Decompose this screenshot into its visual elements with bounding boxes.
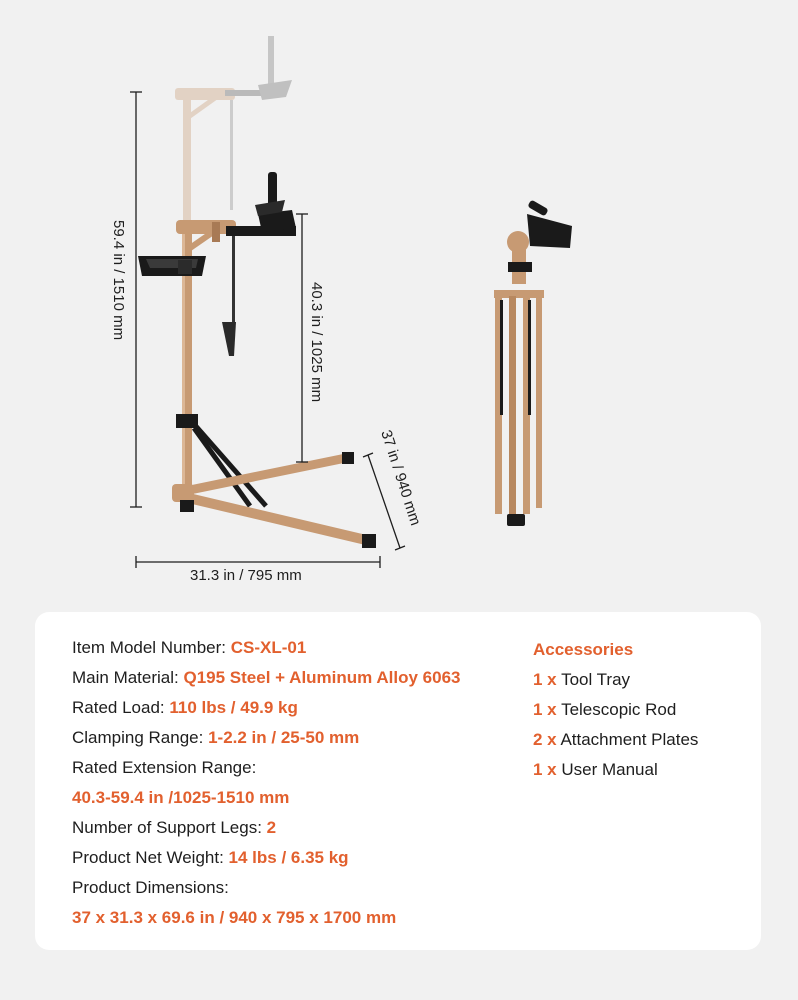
spec-weight-label: Product Net Weight: <box>72 848 229 867</box>
accessory-item: 2 x Attachment Plates <box>533 730 699 749</box>
spec-clamp <box>72 728 359 748</box>
width-label: 31.3 in / 795 mm <box>190 567 302 584</box>
spec-weight-value: 14 lbs / 6.35 kg <box>228 848 349 867</box>
dimension-lines <box>130 92 405 568</box>
spec-model-value: CS-XL-01 <box>230 638 307 657</box>
spec-load <box>72 698 298 718</box>
spec-material-label: Main Material: <box>72 668 184 687</box>
telescopic-rod <box>232 236 235 334</box>
spec-load-value: 110 lbs / 49.9 kg <box>169 698 298 717</box>
spec-legs <box>72 818 276 838</box>
spec-load-label: Rated Load: <box>72 698 170 717</box>
clamp-head <box>226 172 296 236</box>
spec-dimensions-value: 37 x 31.3 x 69.6 in / 940 x 795 x 1700 mm <box>72 908 397 927</box>
accessory-item: 1 x User Manual <box>533 760 658 779</box>
depth-label: 37 in / 940 mm <box>377 427 425 528</box>
spec-dimensions-label: Product Dimensions: <box>72 878 229 897</box>
spec-weight <box>72 848 349 868</box>
max-height-label: 59.4 in / 1510 mm <box>110 220 127 341</box>
spec-material-value: Q195 Steel + Aluminum Alloy 6063 <box>183 668 461 687</box>
repair-stand-folded <box>494 200 572 526</box>
spec-clamp-label: Clamping Range: <box>72 728 209 747</box>
accessories-title: Accessories <box>533 640 634 659</box>
spec-clamp-value: 1-2.2 in / 25-50 mm <box>208 728 360 747</box>
spec-model <box>72 638 306 658</box>
accessory-item: 1 x Tool Tray <box>533 670 631 689</box>
spec-legs-value: 2 <box>266 818 277 837</box>
tool-tray <box>138 256 206 276</box>
spec-extension-value: 40.3-59.4 in /1025-1510 mm <box>72 788 290 807</box>
min-height-label: 40.3 in / 1025 mm <box>308 282 325 403</box>
spec-material <box>72 668 460 688</box>
spec-card <box>35 612 761 950</box>
spec-model-label: Item Model Number: <box>72 638 231 657</box>
accessory-item: 1 x Telescopic Rod <box>533 700 677 719</box>
spec-legs-label: Number of Support Legs: <box>72 818 267 837</box>
spec-extension-label: Rated Extension Range: <box>72 758 257 777</box>
repair-stand-front <box>138 172 376 548</box>
